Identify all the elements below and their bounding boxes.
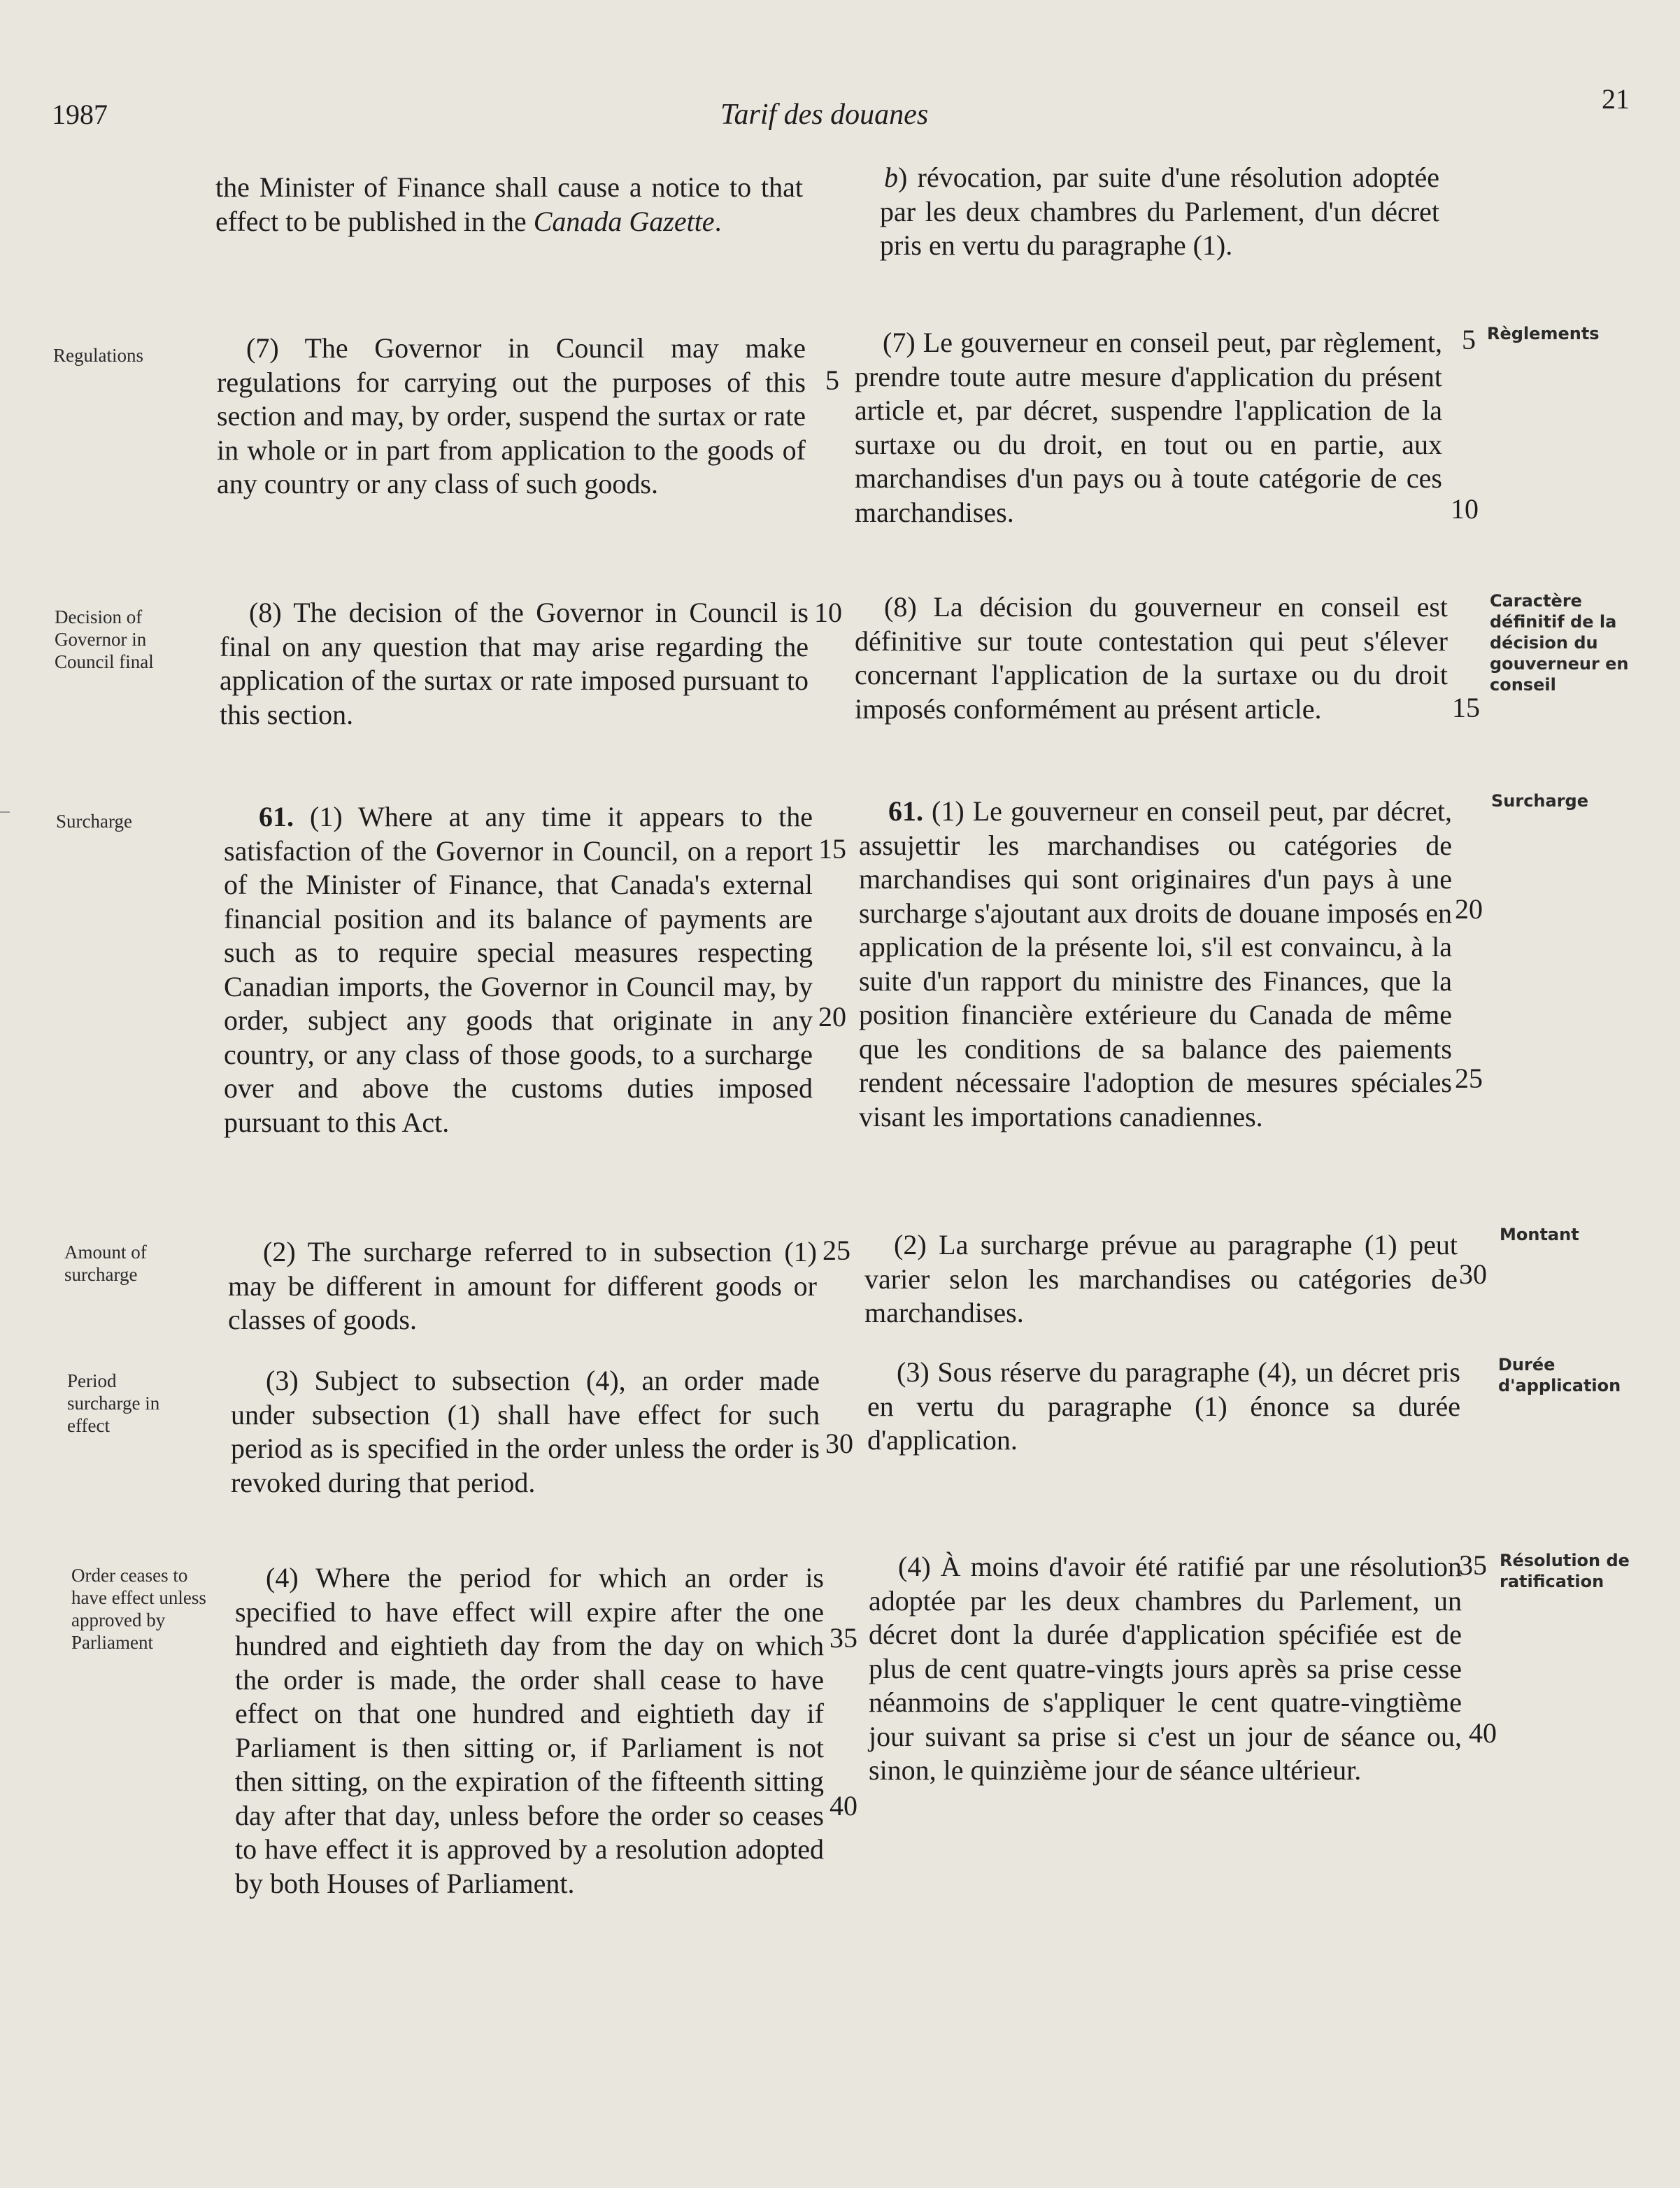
en-line-number-20: 20 (818, 1001, 846, 1032)
fr-line-number-20: 20 (1455, 893, 1483, 925)
en-paragraph-continued: the Minister of Finance shall cause a notice to that effect to be published in the Canada Gazette. (215, 171, 803, 237)
fr-subsection-7: (7) Le gouverneur en conseil peut, par règlement, prendre toute autre mesure d'application du présent article et, par décret, suspendre l'application de la surtaxe ou du droit, en tout ou en partie, aux marchandises d'un pays ou à toute catégorie de ces marchandises. (855, 327, 1442, 528)
en-line-number-35: 35 (830, 1622, 857, 1654)
en-subsection-8: (8) The decision of the Governor in Council is final on any question that may arise regarding the application of the surtax or rate imposed pursuant to this section. (220, 597, 809, 730)
en-section-61-1: 61. (1) Where at any time it appears to the satisfaction of the Governor in Council, on a report of the Minister of Finance, that Canada's external financial position and its balance of payments are such as to require special measures respecting Canadian imports, the Governor in Council may, by order, subject any goods that originate in any country, or any class of those goods, to a surcharge over and above the customs duties imposed pursuant to this Act. (224, 801, 813, 1138)
en-line-number-5: 5 (825, 364, 839, 396)
note-period: Period surcharge in effect (67, 1370, 160, 1436)
fr-section-number: 61. (888, 795, 923, 827)
fr-line-number-30: 30 (1459, 1258, 1487, 1290)
en-gazette-italic: Canada Gazette (533, 205, 715, 237)
fr-line-number-10: 10 (1451, 493, 1479, 525)
fr-line-number-40: 40 (1469, 1717, 1497, 1749)
fr-section-61-1: 61. (1) Le gouverneur en conseil peut, par décret, assujettir les marchandises ou catégories de marchandises qui sont originaires d'un pays à une surcharge s'ajoutant aux droits de douane imposés en application de la présente loi, s'il est convaincu, à la suite d'un rapport du ministre des Finances, que la position financière extérieure du Canada de même que les conditions de sa balance des paiements rendent nécessaire l'adoption de mesures spéciales visant les importations canadiennes. (859, 795, 1452, 1132)
note-duree: Durée d'application (1498, 1355, 1621, 1395)
note-surcharge: Surcharge (56, 811, 132, 832)
en-section-number: 61. (259, 801, 294, 832)
en-section-61-2: (2) The surcharge referred to in subsection (1) may be different in amount for different goods or classes of goods. (228, 1236, 817, 1335)
en-section-61-3: (3) Subject to subsection (4), an order made under subsection (1) shall have effect for such period as is specified in the order unless the order is revoked during that period. (231, 1365, 820, 1498)
page-edge-mark (0, 811, 10, 813)
en-section-61-4: (4) Where the period for which an order is specified to have effect will expire after the one hundred and eightieth day from the day on which the order is made, the order shall cease to have effect on that one hundred and eightieth day if Parliament is then sitting or, if Parliament is not then sitting, on the expiration of the fifteenth sitting day after that day, unless before the order so ceases to have effect it is approved by a resolution adopted by both Houses of Parliament. (235, 1562, 824, 1899)
note-decision: Decision of Governor in Council final (55, 606, 154, 672)
fr-section-61-4: (4) À moins d'avoir été ratifié par une résolution adoptée par les deux chambres du Parlement, un décret dont la durée d'application spécifiée est de plus de cent quatre-vingts jours après sa prise cesse néanmoins de s'appliquer le cent quatre-vingtième jour suivant sa prise si c'est un jour de séance ou, sinon, le quinzième jour de séance ultérieur. (869, 1551, 1462, 1786)
note-amount: Amount of surcharge (64, 1242, 147, 1285)
en-subsection-7: (7) The Governor in Council may make regulations for carrying out the purposes of this section and may, by order, suspend the surtax or rate in whole or in part from application to the goods of any country or any class of such goods. (217, 332, 806, 499)
fr-section-61-2: (2) La surcharge prévue au paragraphe (1) peut varier selon les marchandises ou catégories de marchandises. (864, 1229, 1458, 1328)
note-montant: Montant (1500, 1225, 1579, 1244)
note-reglements: Règlements (1487, 324, 1600, 343)
en-line-number-30: 30 (825, 1428, 853, 1459)
note-surcharge-fr: Surcharge (1491, 791, 1589, 811)
en-line-number-40: 40 (830, 1790, 857, 1821)
en-line-number-25: 25 (823, 1235, 850, 1266)
fr-line-number-25: 25 (1455, 1063, 1483, 1094)
header-title: Tarif des douanes (720, 99, 929, 131)
note-resolution: Résolution de ratification (1500, 1551, 1630, 1591)
note-caractere: Caractère définitif de la décision du gouverneur en conseil (1490, 591, 1629, 695)
fr-paragraph-b: b) révocation, par suite d'une résolution adoptée par les deux chambres du Parlement, d'un décret pris en vertu du paragraphe (1). (880, 162, 1439, 261)
note-regulations: Regulations (53, 345, 143, 366)
page-number: 21 (1602, 83, 1630, 115)
en-line-number-10: 10 (814, 597, 842, 628)
fr-line-number-35: 35 (1459, 1549, 1487, 1581)
header-year: 1987 (52, 99, 108, 130)
fr-section-61-3: (3) Sous réserve du paragraphe (4), un décret pris en vertu du paragraphe (1) énonce sa durée d'application. (867, 1356, 1460, 1456)
note-order-ceases: Order ceases to have effect unless approved by Parliament (71, 1565, 206, 1653)
fr-item-letter: b (884, 162, 898, 193)
fr-subsection-8: (8) La décision du gouverneur en conseil est définitive sur toute contestation qui peut s'élever concernant l'application de la surtaxe ou du droit imposés conformément au présent article. (855, 591, 1448, 725)
fr-line-number-15: 15 (1452, 692, 1480, 723)
en-line-number-15: 15 (818, 833, 846, 865)
fr-line-number-5: 5 (1462, 324, 1476, 355)
